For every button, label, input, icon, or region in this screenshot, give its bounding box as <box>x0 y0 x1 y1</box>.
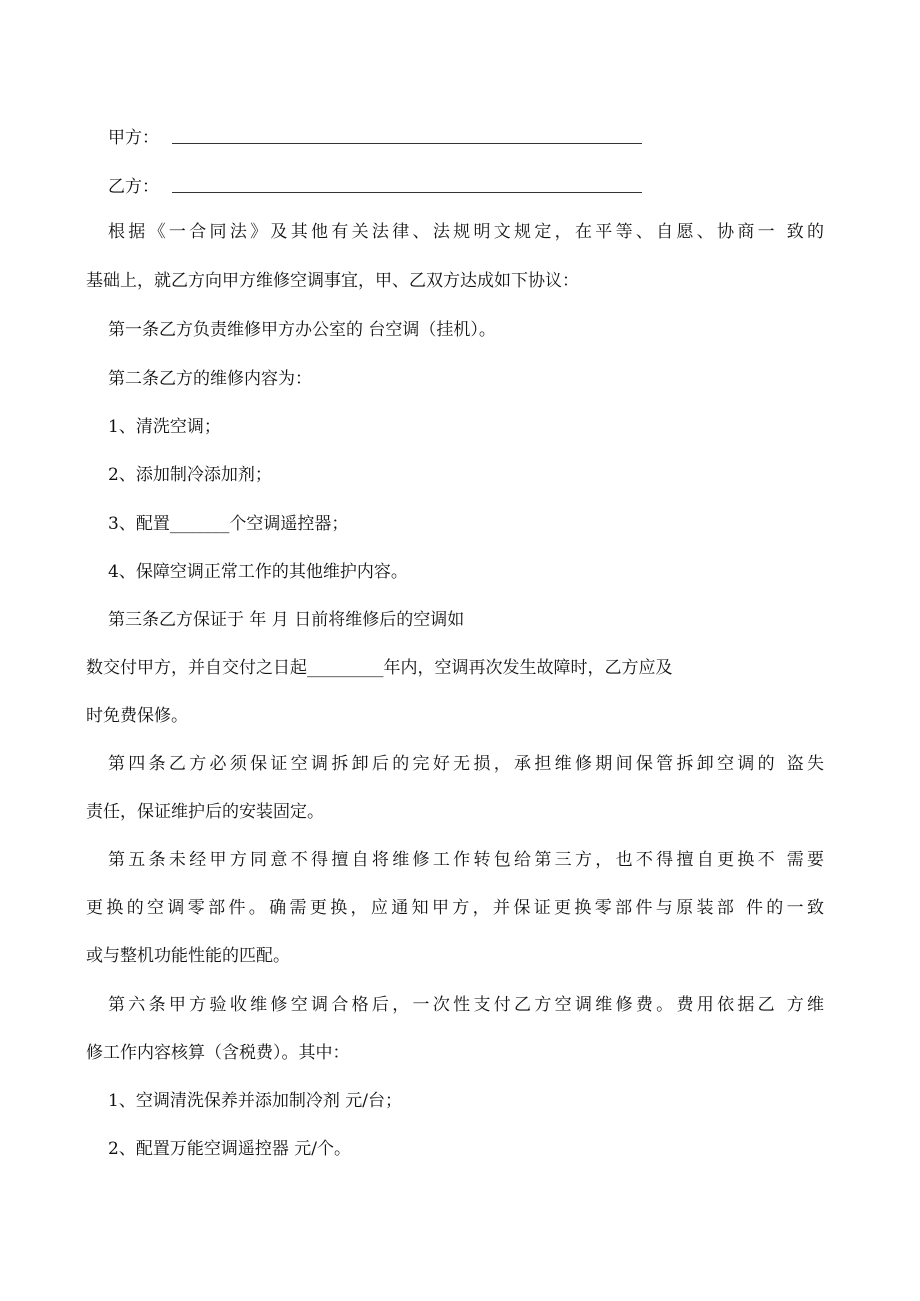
preamble-line-1: 根据《一合同法》及其他有关法律、法规明文规定，在平等、自愿、协商一 致的 <box>108 222 824 242</box>
article-5-line-2: 更换的空调零部件。确需更换，应通知甲方，并保证更换零部件与原装部 件的一致 <box>86 898 824 918</box>
party-a-blank-line <box>172 143 642 144</box>
article-3-line-3: 时免费保修。 <box>86 706 188 726</box>
article-3-line-2: 数交付甲方，并自交付之日起_________年内，空调再次发生故障时，乙方应及 <box>86 658 673 678</box>
article-4-line-1: 第四条乙方必须保证空调拆卸后的完好无损，承担维修期间保管拆卸空调的 盗失 <box>108 754 824 774</box>
article-4-line-2: 责任，保证维护后的安装固定。 <box>86 802 324 822</box>
article-2-item-1: 1、清洗空调； <box>108 417 221 437</box>
article-6-line-1: 第六条甲方验收维修空调合格后，一次性支付乙方空调维修费。费用依据乙 方维 <box>108 995 824 1015</box>
article-5-line-3: 或与整机功能性能的匹配。 <box>86 946 290 966</box>
party-b-label: 乙方： <box>108 177 159 197</box>
party-a-label: 甲方： <box>108 128 159 148</box>
article-6-item-1: 1、空调清洗保养并添加制冷剂 元/台； <box>108 1091 402 1111</box>
article-2-heading: 第二条乙方的维修内容为： <box>108 369 312 389</box>
article-1: 第一条乙方负责维修甲方办公室的 台空调（挂机）。 <box>108 320 496 340</box>
article-6-item-2: 2、配置万能空调遥控器 元/个。 <box>108 1139 351 1159</box>
party-b-blank-line <box>172 192 642 193</box>
article-3-line-1: 第三条乙方保证于 年 月 日前将维修后的空调如 <box>108 610 465 630</box>
article-2-item-4: 4、保障空调正常工作的其他维护内容。 <box>108 562 408 582</box>
article-6-line-2: 修工作内容核算（含税费）。其中： <box>86 1043 350 1063</box>
preamble-line-2: 基础上，就乙方向甲方维修空调事宜，甲、乙双方达成如下协议： <box>86 271 579 291</box>
article-5-line-1: 第五条未经甲方同意不得擅自将维修工作转包给第三方，也不得擅自更换不 需要 <box>108 850 824 870</box>
article-2-item-3: 3、配置_______个空调遥控器； <box>108 514 349 534</box>
article-2-item-2: 2、添加制冷添加剂； <box>108 465 272 485</box>
